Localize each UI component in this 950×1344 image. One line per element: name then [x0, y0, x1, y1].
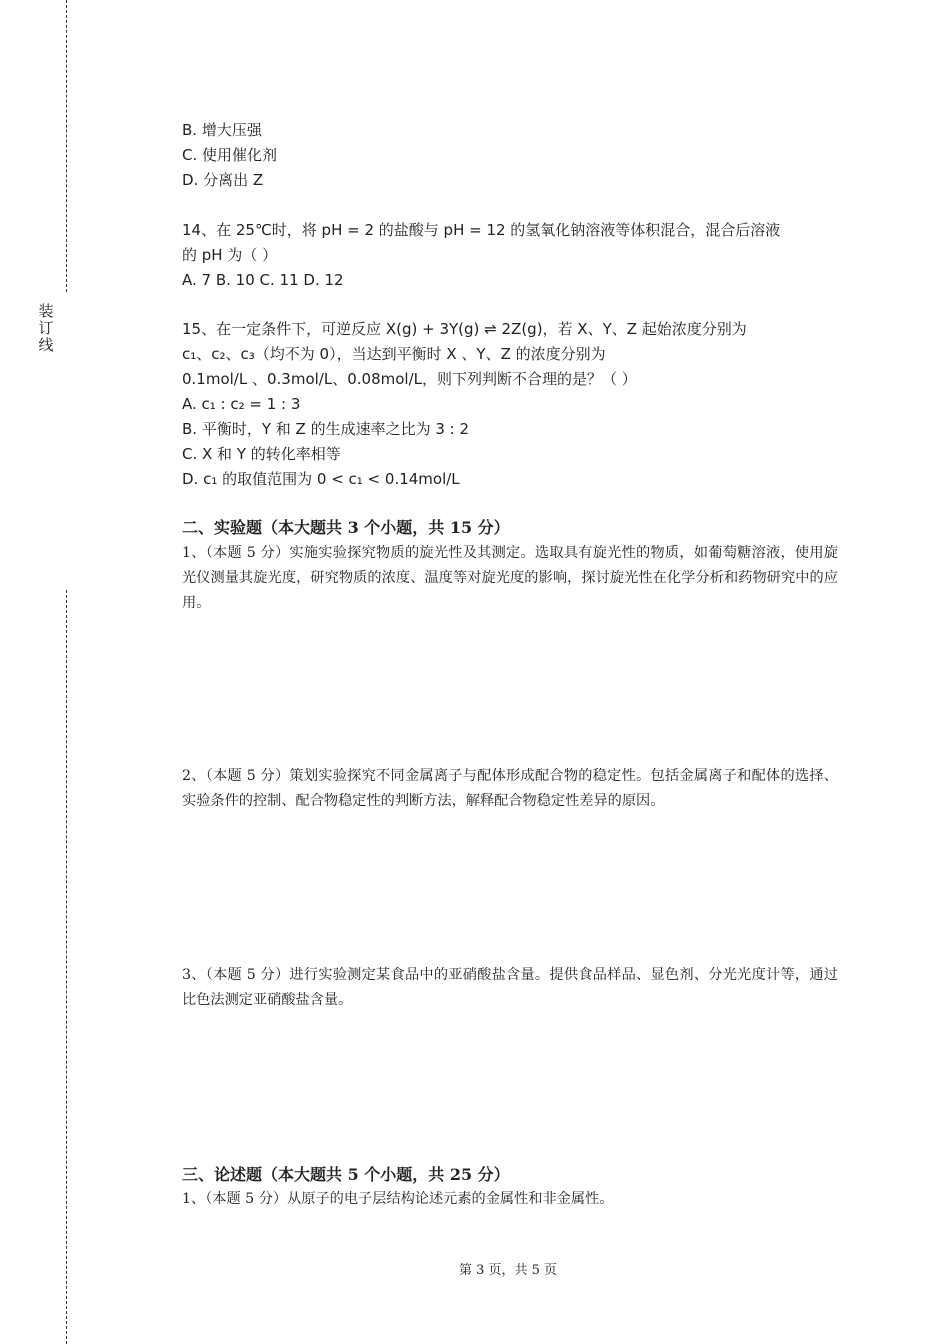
- binding-line-bottom: [66, 590, 67, 1344]
- essay-question-1: 1、（本题 5 分）从原子的电子层结构论述元素的金属性和非金属性。: [182, 1191, 614, 1207]
- experiment-question-1: 1、（本题 5 分）实施实验探究物质的旋光性及其测定。选取具有旋光性的物质，如葡萄糖溶液，使用旋光仪测量其旋光度，研究物质的浓度、温度等对旋光度的影响，探讨旋光性在化学分析和药物研究中的应用。: [182, 545, 838, 611]
- experiment-question-2: 2、（本题 5 分）策划实验探究不同金属离子与配体形成配合物的稳定性。包括金属离子和配体的选择、实验条件的控制、配合物稳定性的判断方法，解释配合物稳定性差异的原因。: [182, 768, 838, 809]
- option-line: C. 使用催化剂: [182, 146, 278, 164]
- question-text: 0.1mol/L 、0.3mol/L、0.08mol/L，则下列判断不合理的是？（ ）: [182, 370, 637, 388]
- binding-char: 线: [38, 336, 54, 354]
- option-line: B. 平衡时，Y 和 Z 的生成速率之比为 3 : 2: [182, 420, 470, 438]
- section-heading: 三、论述题（本大题共 5 个小题，共 25 分）: [182, 1165, 510, 1184]
- binding-line-top: [66, 0, 67, 292]
- binding-char: 订: [38, 319, 54, 337]
- option-line: A. c₁ : c₂ = 1 : 3: [182, 395, 301, 413]
- option-line: B. 增大压强: [182, 121, 262, 139]
- binding-char: 装: [38, 302, 54, 320]
- page-footer: 第 3 页，共 5 页: [458, 1263, 558, 1278]
- question-text: 的 pH 为（ ）: [182, 246, 278, 264]
- experiment-question-3: 3、（本题 5 分）进行实验测定某食品中的亚硝酸盐含量。提供食品样品、显色剂、分光光度计等，通过比色法测定亚硝酸盐含量。: [182, 967, 838, 1008]
- question-text: 14、在 25℃时，将 pH = 2 的盐酸与 pH = 12 的氢氧化钠溶液等体积混合，混合后溶液: [182, 221, 781, 239]
- question-text: c₁、c₂、c₃（均不为 0），当达到平衡时 X 、Y、Z 的浓度分别为: [182, 345, 606, 363]
- option-line: D. c₁ 的取值范围为 0 < c₁ < 0.14mol/L: [182, 470, 460, 488]
- section-heading: 二、实验题（本大题共 3 个小题，共 15 分）: [182, 518, 510, 537]
- binding-label: [37, 303, 55, 354]
- question-text: 15、在一定条件下，可逆反应 X(g) + 3Y(g) ⇌ 2Z(g)，若 X、Y、Z 起始浓度分别为: [182, 320, 747, 338]
- option-line: D. 分离出 Z: [182, 171, 264, 189]
- option-line: C. X 和 Y 的转化率相等: [182, 445, 341, 463]
- option-line: A. 7 B. 10 C. 11 D. 12: [182, 271, 344, 289]
